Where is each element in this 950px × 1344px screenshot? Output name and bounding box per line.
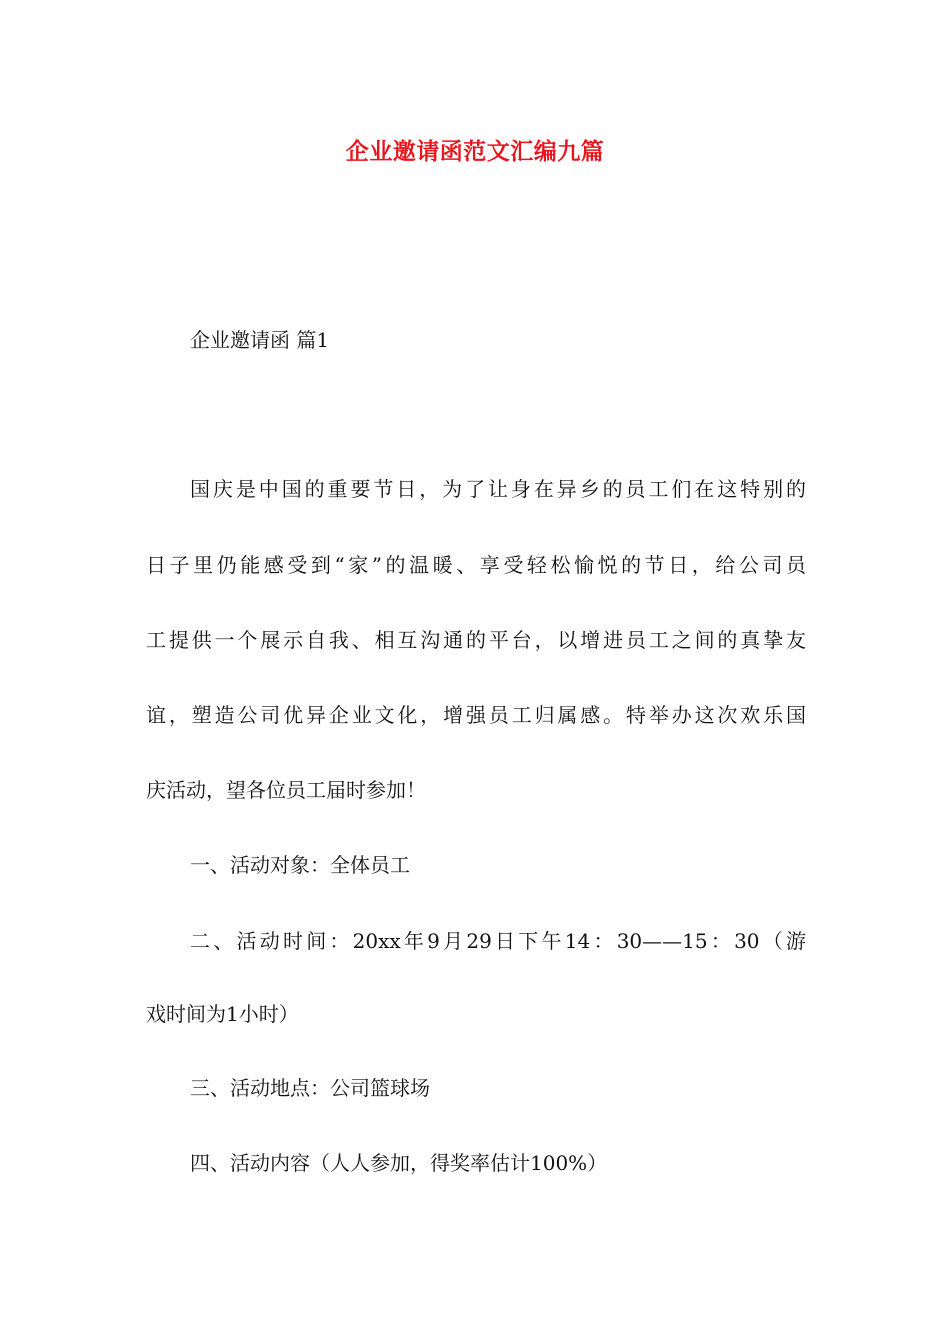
document-title: 企业邀请函范文汇编九篇	[345, 138, 605, 165]
paragraph-line: 庆活动，望各位员工届时参加！	[146, 778, 426, 802]
list-item: 四、活动内容（人人参加，得奖率估计100%）	[190, 1151, 608, 1175]
section-heading: 企业邀请函 篇1	[190, 328, 330, 352]
paragraph-line: 工提供一个展示自我、相互沟通的平台，以增进员工之间的真挚友	[146, 628, 806, 652]
list-item: 戏时间为1小时）	[146, 1002, 299, 1026]
list-item: 一、活动对象：全体员工	[190, 853, 410, 877]
list-item: 三、活动地点：公司篮球场	[190, 1076, 430, 1100]
paragraph-line: 国庆是中国的重要节日，为了让身在异乡的员工们在这特别的	[190, 477, 806, 501]
list-item: 二、活动时间：20xx年9月29日下午14：30——15：30（游	[190, 929, 806, 953]
paragraph-line: 谊，塑造公司优异企业文化，增强员工归属感。特举办这次欢乐国	[146, 703, 806, 727]
paragraph-line: 日子里仍能感受到“家”的温暖、享受轻松愉悦的节日，给公司员	[146, 553, 806, 577]
